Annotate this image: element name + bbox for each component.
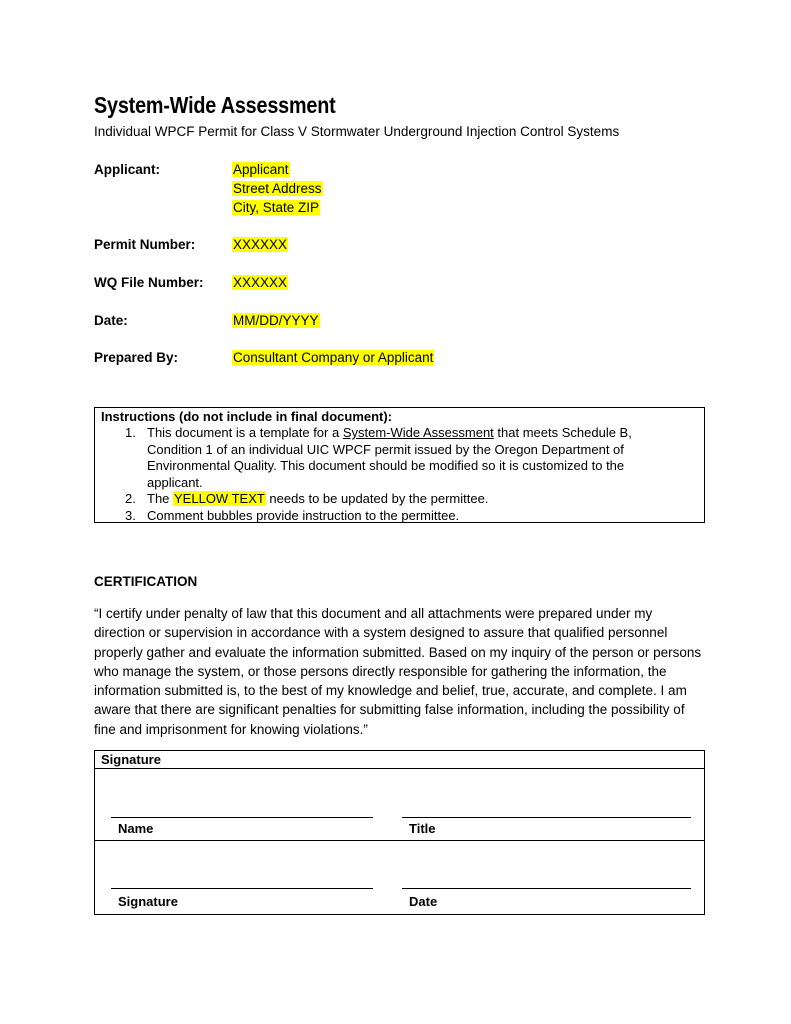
permit-number-text: XXXXXX (233, 237, 288, 252)
applicant-city-text: City, State ZIP (233, 200, 320, 215)
instruction-2-number: 2. (125, 491, 136, 506)
signature-header-divider (95, 768, 704, 769)
instruction-1-line-4: applicant. (147, 474, 203, 490)
name-signature-line[interactable] (111, 817, 373, 818)
instruction-1-post: that meets Schedule B, (493, 425, 632, 440)
applicant-street-value (232, 181, 323, 196)
applicant-name-value (232, 162, 290, 177)
document-title: System-Wide Assessment (94, 92, 336, 118)
wq-file-number-text: XXXXXX (233, 275, 288, 290)
signature-table-header: Signature (101, 752, 161, 767)
instruction-1-line-2: Condition 1 of an individual UIC WPCF permit issued by the Oregon Department of (147, 441, 624, 457)
instructions-box (94, 407, 705, 523)
title-label: Title (409, 821, 436, 836)
signature-line[interactable] (111, 888, 373, 889)
permit-number-label: Permit Number: (94, 237, 196, 252)
applicant-street-text: Street Address (233, 181, 322, 196)
instruction-2-highlight: YELLOW TEXT (174, 491, 265, 506)
instruction-3-text: Comment bubbles provide instruction to the permittee. (147, 507, 460, 523)
date-signature-line[interactable] (402, 888, 691, 889)
title-signature-line[interactable] (402, 817, 691, 818)
instruction-2-text (147, 491, 488, 508)
instruction-1-line-3: Environmental Quality. This document should be modified so it is customized to the (147, 458, 625, 473)
document-subtitle: Individual WPCF Permit for Class V Stormwater Underground Injection Control Systems (94, 124, 620, 139)
instructions-heading: Instructions (do not include in final document): (101, 409, 393, 424)
date-text: MM/DD/YYYY (233, 313, 319, 328)
signature-row-divider (95, 840, 704, 841)
signature-table (94, 750, 705, 915)
wq-file-number-value (232, 275, 288, 290)
instruction-1-pre: This document is a template for a (147, 425, 343, 440)
applicant-label: Applicant: (94, 162, 160, 177)
instruction-3-number: 3. (125, 507, 136, 523)
applicant-city-value (232, 200, 320, 215)
name-label: Name (118, 821, 154, 836)
wq-file-number-label: WQ File Number: (94, 275, 204, 290)
instruction-1-number: 1. (125, 425, 136, 440)
certification-heading: CERTIFICATION (94, 574, 198, 589)
certification-text: “I certify under penalty of law that this document and all attachments were prepared under my direction or supervision in accordance with a system designed to assure that qualified personnel properly gather and evaluate the information submitted. Based on my inquiry of the person or persons who manage the system, or those persons directly responsible for gathering the information, the information submitted is, to the best of my knowledge and belief, true, accurate, and complete. I am aware that there are significant penalties for submitting false information, including the possibility of fine and imprisonment for knowing violations.” (94, 606, 702, 737)
instruction-1-link: System-Wide Assessment (342, 425, 494, 440)
applicant-name-text: Applicant (233, 162, 289, 177)
prepared-by-label: Prepared By: (94, 350, 179, 365)
instruction-1-line-1 (147, 425, 632, 442)
date-signature-label: Date (409, 894, 438, 909)
instruction-2-post: needs to be updated by the permittee. (265, 491, 489, 506)
instruction-2-pre: The (147, 491, 174, 506)
prepared-by-value (232, 350, 434, 365)
date-label: Date: (94, 313, 128, 328)
prepared-by-text: Consultant Company or Applicant (233, 350, 434, 365)
permit-number-value (232, 237, 288, 252)
date-value (232, 313, 320, 328)
signature-label: Signature (118, 894, 178, 909)
